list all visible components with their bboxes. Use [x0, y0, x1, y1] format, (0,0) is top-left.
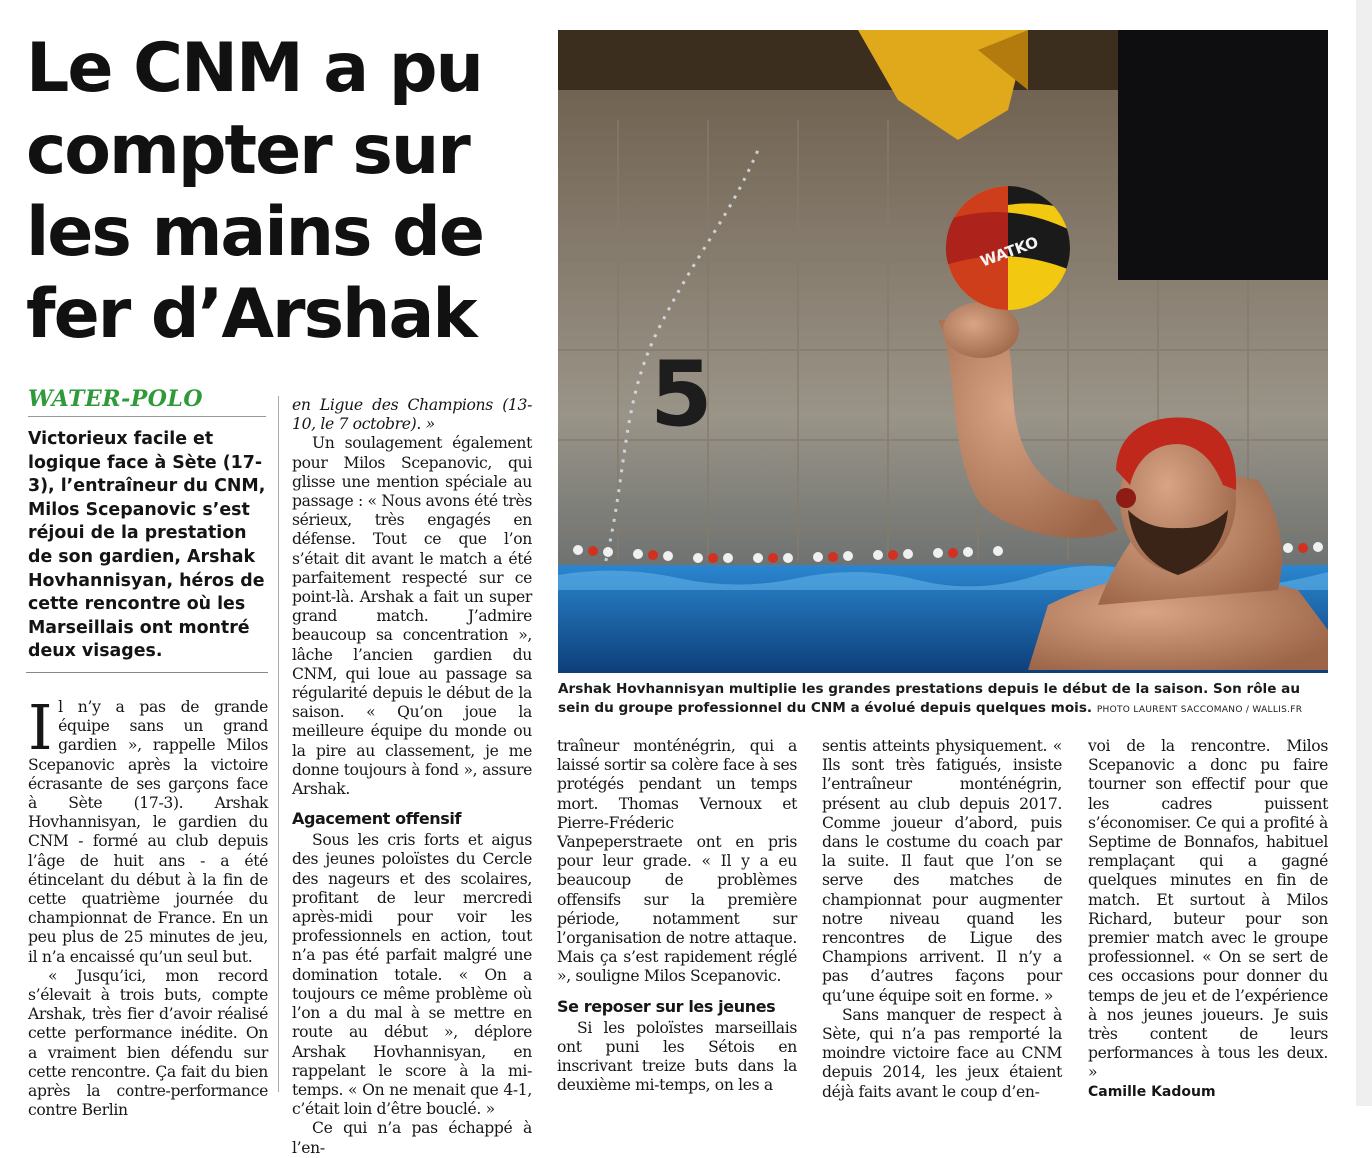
photo-caption: Arshak Hovhannisyan multiplie les grandes prestations depuis le début de la saison. Son rôle au sein du groupe professionnel du CNM a évolué depuis quelques mois. PHOTO LAURENT SACCOMANO / WALLIS.FR [558, 681, 1303, 716]
body-paragraph: traîneur monténégrin, qui a laissé sortir sa colère face à ses protégés pendant un temps mort. Thomas Vernoux et Pierre-Fréderic Vanpeperstraete ont en pris pour leur grade. « Il y a eu beaucoup de problèmes offensifs sur la première période, notamment sur l’organisation de notre attaque. Mais ça s’est rapidement réglé », souligne Milos Scepanovic. [557, 737, 797, 986]
column-4 [822, 737, 1062, 1102]
body-paragraph: Sans manquer de respect à Sète, qui n’a pas remporté la moindre victoire face au CNM depuis 2014, les jeux étaient déjà faits avant le coup d’en- [822, 1005, 1062, 1101]
page-edge [1356, 0, 1372, 1106]
photo-credit: PHOTO LAURENT SACCOMANO / WALLIS.FR [1096, 705, 1303, 715]
body-paragraph: Sous les cris forts et aigus des jeunes poloïstes du Cercle des nageurs et des scolaires, profitant de leur mercredi après-midi pour voir les professionnels en action, tout n’a pas été parfait malgré une domination totale. « On a toujours ce même problème où l’on a du mal à se mettre en route au début », déplore Arshak Hovhannisyan, en rappelant le score à la mi-temps. « On ne menait que 4-1, c’était loin d’être bouclé. » [292, 831, 532, 1119]
author-signature: Camille Kadoum [1088, 1083, 1216, 1100]
article-photo [558, 30, 1328, 673]
rubric: WATER-POLO [28, 386, 266, 417]
chapo: Victorieux facile et logique face à Sète (17-3), l’entraîneur du CNM, Milos Scepanovic s’est réjoui de la prestation de son gardien, Arshak Hovhannisyan, héros de cette rencontre où les Marseillais ont montré deux visages. [28, 429, 266, 662]
body-paragraph: Il n’y a pas de grande équipe sans un grand gardien », rappelle Milos Scepanovic après la victoire écrasante de ses garçons face à Sète (17-3). Arshak Hovhannisyan, le gardien du CNM - formé au club depuis l’âge de huit ans - a été étincelant du début à la fin de cette quatrième journée du championnat de France. En un peu plus de 25 minutes de jeu, il n’a encaissé qu’un seul but. [28, 691, 268, 966]
drop-cap: I [28, 691, 53, 764]
column-5 [1088, 737, 1328, 1101]
body-paragraph: sentis atteints physiquement. « Ils sont très fatigués, insiste l’entraîneur monténégrin, présent au club depuis 2017. Comme joueur d’abord, puis dans le costume du coach par la suite. Il faut que l’on se serve des matches de championnat pour augmenter notre niveau quand les rencontres de Ligue des Champions arrivent. Il n’y a pas d’autres façons pour qu’une équipe soit en forme. » [822, 737, 1062, 1005]
body-paragraph: « Jusqu’ici, mon record s’élevait à trois buts, compte Arshak, très fier d’avoir réalisé cette performance inédite. On a vraiment bien défendu sur cette rencontre. Ça fait du bien après la contre-performance contre Berlin [28, 966, 268, 1120]
chapo-divider [26, 672, 268, 673]
body-paragraph: en Ligue des Champions (13-10, le 7 octobre). » [292, 396, 532, 434]
waterpolo-photo-illustration [558, 30, 1328, 673]
column-2 [292, 396, 532, 1158]
subheading: Se reposer sur les jeunes [557, 996, 776, 1016]
subheading: Agacement offensif [292, 809, 462, 829]
body-paragraph: Ce qui n’a pas échappé à l’en- [292, 1119, 532, 1157]
column-1 [28, 691, 268, 1120]
headline: Le CNM a pu compter sur les mains de fer d’Arshak [26, 29, 483, 354]
lane-number: 5 [650, 342, 713, 447]
body-paragraph: Un soulagement également pour Milos Scepanovic, qui glisse une mention spéciale au passage : « Nous avons été très sérieux, très engagés en défense. Tout ce que l’on s’était dit avant le match a été parfaitement respecté sur ce point-là. Arshak a fait un super grand match. J’admire beaucoup sa concentration », lâche l’ancien gardien du CNM, qui loue au passage sa régularité depuis le début de la saison. « Qu’on joue la meilleure équipe du monde ou la pire au classement, je me donne toujours à fond », assure Arshak. [292, 434, 532, 799]
column-divider [278, 396, 279, 1092]
body-paragraph: Si les poloïstes marseillais ont puni les Sétois en inscrivant treize buts dans la deuxième mi-temps, on les a [557, 1018, 797, 1095]
body-paragraph: voi de la rencontre. Milos Scepanovic a donc pu faire tourner son effectif pour que les cadres puissent s’économiser. Ce qui a profité à Septime de Bonnafos, habituel remplaçant qui a gagné quelques minutes en fin de match. Et surtout à Milos Richard, buteur pour son premier match avec le groupe professionnel. « On se sert de ces occasions pour donner du temps de jeu et de l’expérience à nos jeunes joueurs. Je suis très content de leurs performances à tous les deux. » [1088, 737, 1328, 1082]
ball-brand: WATKO [977, 232, 1041, 271]
column-3 [557, 737, 797, 1095]
